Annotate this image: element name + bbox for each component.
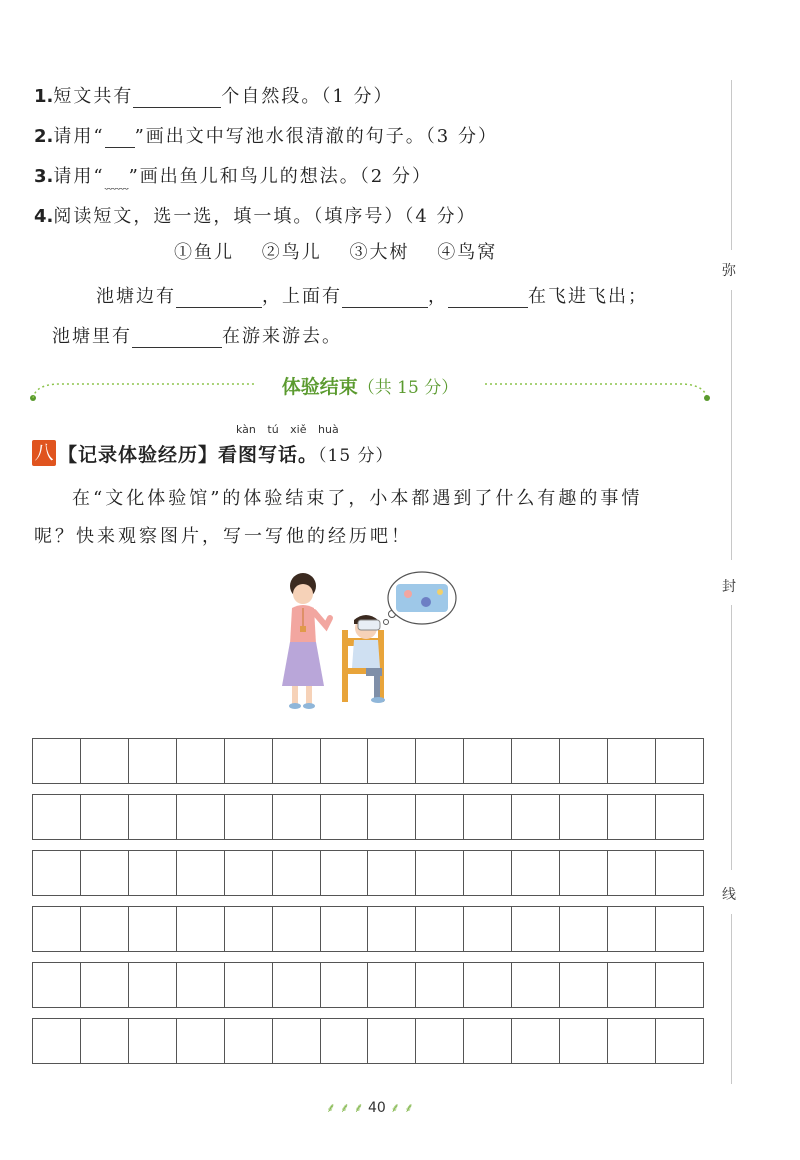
question-number: 2. <box>34 126 54 147</box>
grid-cell[interactable] <box>416 795 464 839</box>
grid-cell[interactable] <box>273 851 321 895</box>
answer-blank[interactable] <box>133 89 221 108</box>
grid-cell[interactable] <box>560 1019 608 1063</box>
question-2 <box>34 122 498 148</box>
grid-cell[interactable] <box>81 795 129 839</box>
grid-cell[interactable] <box>129 795 177 839</box>
grid-cell[interactable] <box>656 907 703 951</box>
fill-text: 在飞进飞出； <box>528 286 648 307</box>
grid-cell[interactable] <box>177 963 225 1007</box>
grid-cell[interactable] <box>560 907 608 951</box>
grid-cell[interactable] <box>225 851 273 895</box>
page-footer <box>0 1098 740 1116</box>
grid-cell[interactable] <box>321 1019 369 1063</box>
grid-cell[interactable] <box>321 739 369 783</box>
option-item: ①鱼儿 <box>174 242 234 263</box>
grid-row[interactable] <box>32 962 704 1008</box>
grid-cell[interactable] <box>560 795 608 839</box>
boy-with-vr-headset <box>342 615 385 703</box>
instruction-paragraph: 呢？快来观察图片，写一写他的经历吧！ <box>34 526 412 547</box>
grid-cell[interactable] <box>416 851 464 895</box>
grid-cell[interactable] <box>608 1019 656 1063</box>
grid-cell[interactable] <box>416 739 464 783</box>
fill-text: 池塘里有 <box>52 326 132 347</box>
grid-cell[interactable] <box>225 1019 273 1063</box>
page-number: 40 <box>368 1100 386 1116</box>
grid-cell[interactable] <box>368 795 416 839</box>
underline-mark <box>105 129 135 148</box>
fill-text: ， <box>428 286 448 307</box>
grid-cell[interactable] <box>368 851 416 895</box>
grid-cell[interactable] <box>273 963 321 1007</box>
grid-cell[interactable] <box>464 851 512 895</box>
grid-cell[interactable] <box>273 907 321 951</box>
grid-row[interactable] <box>32 794 704 840</box>
grid-cell[interactable] <box>608 795 656 839</box>
grid-cell[interactable] <box>81 851 129 895</box>
grid-cell[interactable] <box>225 739 273 783</box>
binding-mark: 线 <box>722 887 736 903</box>
grid-cell[interactable] <box>416 907 464 951</box>
grid-cell[interactable] <box>321 963 369 1007</box>
option-item: ②鸟儿 <box>261 242 322 263</box>
illustration-vr-experience <box>270 568 460 718</box>
grid-cell[interactable] <box>464 1019 512 1063</box>
grid-cell[interactable] <box>225 907 273 951</box>
grid-row[interactable] <box>32 1018 704 1064</box>
grid-cell[interactable] <box>464 795 512 839</box>
divider-title-text: 体验结束 <box>281 376 358 398</box>
answer-blank[interactable] <box>176 289 262 308</box>
grid-cell[interactable] <box>33 1019 81 1063</box>
fill-text: 池塘边有 <box>96 286 176 307</box>
grid-cell[interactable] <box>225 963 273 1007</box>
grid-cell[interactable] <box>33 907 81 951</box>
question-1 <box>34 82 394 108</box>
grid-cell[interactable] <box>321 795 369 839</box>
grid-cell[interactable] <box>560 739 608 783</box>
instruction-paragraph: 在“文化体验馆”的体验结束了，小本都遇到了什么有趣的事情 <box>72 488 643 509</box>
question-text: ”画出鱼儿和鸟儿的想法。（2 分） <box>128 166 432 187</box>
fill-text: 在游来游去。 <box>222 326 342 347</box>
binding-line <box>731 914 732 1084</box>
question-text: 阅读短文，选一选，填一填。（填序号）（4 分） <box>53 206 477 227</box>
grid-cell[interactable] <box>177 795 225 839</box>
option-item: ③大树 <box>349 242 410 263</box>
grid-cell[interactable] <box>560 851 608 895</box>
grid-cell[interactable] <box>512 963 560 1007</box>
grid-cell[interactable] <box>33 739 81 783</box>
grid-cell[interactable] <box>273 795 321 839</box>
grid-cell[interactable] <box>656 795 703 839</box>
grid-cell[interactable] <box>368 1019 416 1063</box>
grid-cell[interactable] <box>512 851 560 895</box>
options-row <box>174 238 519 264</box>
grid-cell[interactable] <box>81 1019 129 1063</box>
grid-cell[interactable] <box>512 907 560 951</box>
binding-mark: 封 <box>722 579 736 595</box>
grid-cell[interactable] <box>368 739 416 783</box>
grid-cell[interactable] <box>33 795 81 839</box>
question-number: 1. <box>34 86 54 107</box>
grid-cell[interactable] <box>416 963 464 1007</box>
grid-cell[interactable] <box>464 739 512 783</box>
grid-cell[interactable] <box>81 907 129 951</box>
question-text: 请用“ <box>53 126 105 147</box>
grid-cell[interactable] <box>177 851 225 895</box>
teacher-figure <box>282 573 330 709</box>
pinyin-annotation: kàn tú xiě huà <box>236 423 339 436</box>
grid-cell[interactable] <box>416 1019 464 1063</box>
grid-cell[interactable] <box>177 739 225 783</box>
grid-cell[interactable] <box>608 963 656 1007</box>
grid-cell[interactable] <box>608 739 656 783</box>
grid-cell[interactable] <box>321 907 369 951</box>
grid-row[interactable] <box>32 738 704 784</box>
grid-cell[interactable] <box>656 739 703 783</box>
grid-cell[interactable] <box>368 907 416 951</box>
question-3 <box>34 162 432 192</box>
grid-cell[interactable] <box>225 795 273 839</box>
question-text: 请用“ <box>53 166 105 187</box>
binding-mark: 弥 <box>722 263 736 279</box>
grid-cell[interactable] <box>656 963 703 1007</box>
thought-bubble <box>384 572 457 625</box>
section-number-badge: 八 <box>32 440 56 466</box>
grid-cell[interactable] <box>129 1019 177 1063</box>
answer-blank[interactable] <box>342 289 428 308</box>
grid-cell[interactable] <box>321 851 369 895</box>
grid-cell[interactable] <box>81 963 129 1007</box>
question-4 <box>34 202 477 228</box>
grid-cell[interactable] <box>33 851 81 895</box>
fill-text: ，上面有 <box>262 286 342 307</box>
divider-points: （共 15 分） <box>357 378 459 398</box>
wavy-underline-mark: ﹏﹏ <box>104 177 129 191</box>
question-text: 短文共有 <box>53 86 134 107</box>
grid-cell[interactable] <box>656 1019 703 1063</box>
question-number: 3. <box>34 166 54 187</box>
divider-title <box>0 372 740 399</box>
sprout-icon: ⸙ ⸙ ⸙ <box>326 1101 364 1116</box>
grid-cell[interactable] <box>273 1019 321 1063</box>
grid-row[interactable] <box>32 850 704 896</box>
question-number: 4. <box>34 206 54 227</box>
grid-cell[interactable] <box>129 851 177 895</box>
grid-cell[interactable] <box>512 1019 560 1063</box>
grid-cell[interactable] <box>560 963 608 1007</box>
option-item: ④鸟窝 <box>437 242 498 263</box>
answer-blank[interactable] <box>448 289 528 308</box>
answer-blank[interactable] <box>132 329 222 348</box>
sprout-icon: ⸙ ⸙ <box>390 1101 414 1116</box>
section-points: （15 分） <box>318 446 394 466</box>
grid-cell[interactable] <box>656 851 703 895</box>
fill-sentence-2 <box>52 322 342 348</box>
grid-cell[interactable] <box>464 907 512 951</box>
grid-cell[interactable] <box>129 907 177 951</box>
grid-cell[interactable] <box>81 739 129 783</box>
section-title-text: 【记录体验经历】看图写话。 <box>58 444 319 466</box>
grid-cell[interactable] <box>512 795 560 839</box>
binding-line <box>731 605 732 870</box>
section-title <box>58 440 394 467</box>
grid-cell[interactable] <box>33 963 81 1007</box>
grid-cell[interactable] <box>129 739 177 783</box>
grid-cell[interactable] <box>608 851 656 895</box>
grid-cell[interactable] <box>368 963 416 1007</box>
grid-cell[interactable] <box>177 907 225 951</box>
grid-cell[interactable] <box>177 1019 225 1063</box>
fill-sentence-1 <box>96 282 648 308</box>
grid-cell[interactable] <box>464 963 512 1007</box>
question-text: ”画出文中写池水很清澈的句子。（3 分） <box>134 126 498 147</box>
grid-cell[interactable] <box>608 907 656 951</box>
grid-row[interactable] <box>32 906 704 952</box>
grid-cell[interactable] <box>273 739 321 783</box>
binding-line <box>731 290 732 560</box>
question-text: 个自然段。（1 分） <box>221 86 394 107</box>
grid-cell[interactable] <box>129 963 177 1007</box>
grid-cell[interactable] <box>512 739 560 783</box>
binding-line <box>731 80 732 250</box>
